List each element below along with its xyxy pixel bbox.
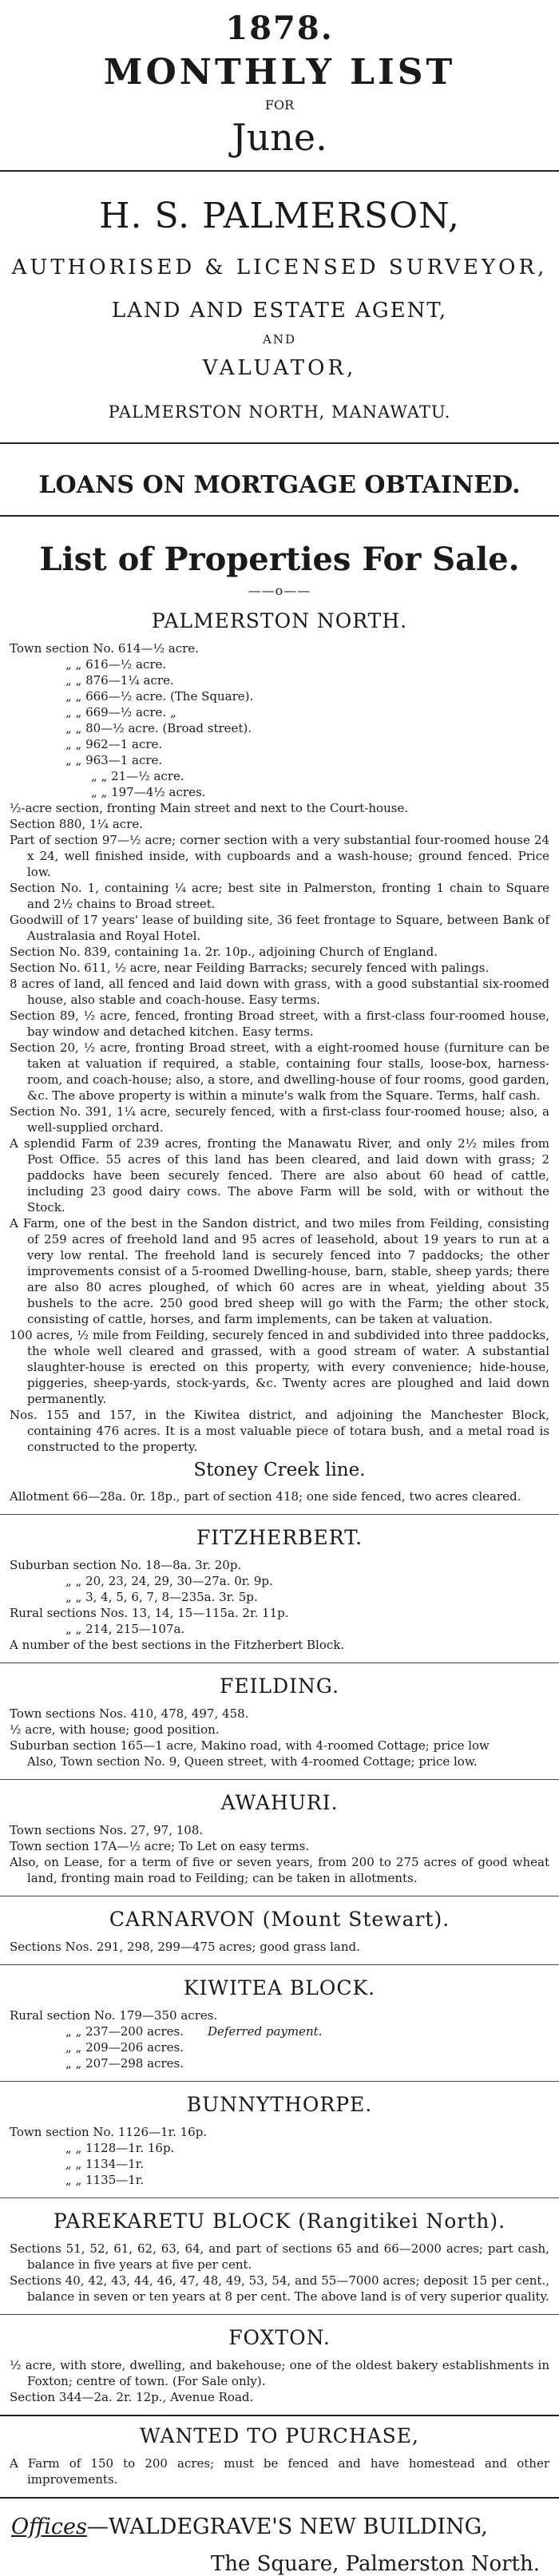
feilding-list	[10, 1706, 549, 1770]
section-heading-fitzherbert: FITZHERBERT.	[196, 1526, 363, 1549]
divider	[0, 2314, 559, 2315]
list-item	[10, 1557, 549, 1573]
section-heading-kiwitea: KIWITEA BLOCK.	[183, 1976, 376, 1999]
town-sections-list	[10, 640, 549, 800]
list-item: Section 89, ½ acre, fenced, fronting Broad street, with a first-class four-roomed house, bay window and detached kitchen. Easy terms.	[10, 1009, 549, 1039]
list-item: Section No. 391, 1¼ acre, securely fenced, with a first-class four-roomed house; also, a well-supplied orchard.	[10, 1104, 549, 1135]
section-heading-carnarvon: CARNARVON (Mount Stewart).	[109, 1908, 450, 1931]
list-item: Sections 51, 52, 61, 62, 63, 64, and part of sections 65 and 66—2000 acres; part cash, balance in five years at five per cent.	[10, 2241, 549, 2272]
list-item: Section No. 611, ½ acre, near Feilding Barracks; securely fenced with palings.	[10, 961, 490, 975]
list-item-text: „ „ 666—½ acre. (The Square).	[65, 689, 254, 703]
list-item-text: „ „ 80—½ acre. (Broad street).	[65, 721, 252, 735]
list-item	[10, 2124, 549, 2140]
for-label: FOR	[264, 97, 295, 113]
list-item	[10, 1605, 549, 1621]
divider	[0, 1964, 559, 1965]
list-item-text: „ „ 1128—1r. 16p.	[65, 2141, 175, 2155]
offices-line	[11, 2515, 548, 2539]
list-item-text: „ „ 237—200 acres.	[65, 2024, 184, 2039]
offices-label: Offices	[11, 2515, 87, 2539]
ornament-divider: ——o——	[248, 583, 311, 598]
list-item: Section No. 839, containing 1a. 2r. 10p., adjoining Church of England.	[10, 945, 438, 959]
year-heading: 1878.	[225, 10, 334, 47]
list-item	[10, 1621, 549, 1637]
list-item-text: Rural section No. 179—350 acres.	[10, 2008, 218, 2023]
list-item: Sections Nos. 291, 298, 299—475 acres; good grass land.	[10, 1940, 360, 1954]
firm-title-surveyor: AUTHORISED & LICENSED SURVEYOR,	[11, 256, 548, 279]
list-item-text: „ „ 3, 4, 5, 6, 7, 8—235a. 3r. 5p.	[65, 1590, 258, 1604]
list-item-text: „ „ 209—206 acres.	[65, 2040, 184, 2055]
section-heading-palmerston: PALMERSTON NORTH.	[151, 609, 408, 632]
divider	[0, 2415, 559, 2416]
list-item: Town sections Nos. 410, 478, 497, 458.	[10, 1706, 249, 1721]
list-item: Goodwill of 17 years' lease of building site, 36 feet frontage to Square, between Bank of Australasia and Royal Hotel.	[10, 913, 549, 943]
list-item	[10, 640, 549, 656]
list-item	[10, 736, 549, 752]
list-item: A Farm of 150 to 200 acres; must be fenced and have homestead and other improvements.	[10, 2456, 549, 2487]
section-heading-awahuri: AWAHURI.	[220, 1791, 339, 1814]
list-item	[10, 1637, 549, 1653]
list-item: Section 344—2a. 2r. 12p., Avenue Road.	[10, 2390, 254, 2404]
list-item: Nos. 155 and 157, in the Kiwitea district, and adjoining the Manchester Block, containing 476 acres. It is a most valuable piece of totara bush, and a metal road is constructed to the property.	[10, 1408, 549, 1454]
list-item	[10, 2140, 549, 2156]
list-item: ½ acre, with house; good position.	[10, 1722, 220, 1737]
firm-and: AND	[263, 332, 296, 347]
section-heading-stoney-creek: Stoney Creek line.	[193, 1460, 366, 1480]
list-item-text: Rural sections Nos. 13, 14, 15—115a. 2r. 11p.	[10, 1606, 289, 1620]
list-item: 100 acres, ½ mile from Feilding, securely fenced in and subdivided into three paddocks, the whole well cleared and grassed, with a good stream of water. A substantial slaughter-house is erected on this property, with every convenience; hide-house, piggeries, sheep-yards, stock-yards, &c. Twenty acres are ploughed and laid down permanently.	[10, 1328, 549, 1406]
list-item: Section 880, 1¼ acre.	[10, 817, 144, 831]
list-item-text: Town section No. 1126—1r. 16p.	[10, 2125, 208, 2139]
list-item-text: „ „ 1134—1r.	[65, 2157, 145, 2171]
list-item	[10, 752, 549, 768]
list-item-text: „ „ 207—298 acres.	[65, 2056, 184, 2071]
list-item: A Farm, one of the best in the Sandon district, and two miles from Feilding, consisting of 259 acres of freehold land and 95 acres of leasehold, about 19 years to run at a very low rental. The freehold land is securely fenced into 7 paddocks; the other improvements consist of a 5-roomed Dwelling-house, barn, stable, sheep yards; there are also 80 acres ploughed, of which 60 acres are in wheat, yielding about 35 bushels to the acre. 250 good bred sheep will go with the Farm; the other stock, consisting of cattle, horses, and farm implements, can be taken at valuation.	[10, 1216, 549, 1326]
kiwitea-list	[10, 2007, 549, 2071]
list-item	[10, 2007, 549, 2023]
awahuri-list	[10, 1822, 549, 1886]
divider	[0, 515, 559, 517]
list-item: Allotment 66—28a. 0r. 18p., part of section 418; one side fenced, two acres cleared.	[10, 1489, 521, 1504]
list-item-text: „ „ 197—4½ acres.	[91, 785, 206, 799]
list-heading: List of Properties For Sale.	[39, 541, 520, 578]
list-item: ½-acre section, fronting Main street and next to the Court-house.	[10, 801, 409, 815]
list-item-text: A number of the best sections in the Fitzherbert Block.	[10, 1638, 345, 1652]
list-item	[10, 1573, 549, 1589]
list-item: Sections 40, 42, 43, 44, 46, 47, 48, 49, 53, 54, and 55—7000 acres; deposit 15 per cent., balance in seven or ten years at 8 per cent. The above land is of very superior quality.	[10, 2273, 549, 2304]
list-item: Section 20, ½ acre, fronting Broad street, with a eight-roomed house (furniture can be taken at valuation if required, a stable, containing four stalls, loose-box, harness-room, and coach-house; also, a store, and dwelling-house of four rooms, good garden, &c. The above property is within a minute's walk from the Square. Terms, half cash.	[10, 1040, 549, 1103]
divider	[0, 2497, 559, 2499]
list-item	[10, 2039, 549, 2055]
divider	[0, 2081, 559, 2082]
list-item	[10, 672, 549, 688]
list-item: A splendid Farm of 239 acres, fronting the Manawatu River, and only 2½ miles from Post Office. 55 acres of this land has been cleared, and laid down with grass; 2 paddocks have been securely fenced. There are also about 60 head of cattle, including 23 good dairy cows. The above Farm will be sold, with or without the Stock.	[10, 1136, 549, 1215]
section-heading-parekaretu: PAREKARETU BLOCK (Rangitikei North).	[53, 2209, 506, 2233]
list-item-text: „ „ 214, 215—107a.	[65, 1622, 185, 1636]
list-item: Town sections Nos. 27, 97, 108.	[10, 1823, 204, 1837]
section-heading-bunnythorpe: BUNNYTHORPE.	[186, 2093, 373, 2116]
list-item	[10, 2172, 549, 2188]
list-item: Town section 17A—½ acre; To Let on easy terms.	[10, 1839, 310, 1853]
divider	[0, 442, 559, 444]
firm-town: PALMERSTON NORTH, MANAWATU.	[108, 402, 451, 422]
wanted-heading: WANTED TO PURCHASE,	[140, 2424, 419, 2447]
section-heading-feilding: FEILDING.	[220, 1674, 339, 1698]
list-item: 8 acres of land, all fenced and laid down with grass, with a good substantial six-roomed house, also stable and coach-house. Easy terms.	[10, 977, 549, 1007]
list-item: Also, Town section No. 9, Queen street, with 4-roomed Cottage; price low.	[27, 1754, 478, 1769]
list-item-text: „ „ 669—½ acre. „	[65, 705, 176, 719]
firm-title-agent: LAND AND ESTATE AGENT,	[111, 299, 448, 323]
parekaretu-list	[10, 2241, 549, 2305]
list-item-text: Town section No. 614—½ acre.	[10, 641, 199, 656]
list-item-text: „ „ 963—1 acre.	[65, 753, 163, 767]
bunnythorpe-list	[10, 2124, 549, 2188]
offices-building: —WALDEGRAVE'S NEW BUILDING,	[86, 2515, 488, 2539]
firm-title-valuator: VALUATOR,	[202, 356, 357, 380]
list-item: ½ acre, with store, dwelling, and bakehouse; one of the oldest bakery establishments in Foxton; centre of town. (For Sale only).	[10, 2358, 549, 2388]
list-item: Part of section 97—½ acre; corner section with a very substantial four-roomed house 24 x 24, well finished inside, with cupboards and a wash-house; ground fenced. Price low.	[10, 833, 549, 879]
foxton-list	[10, 2357, 549, 2405]
list-item	[10, 688, 549, 704]
list-item	[10, 784, 549, 800]
firm-name: H. S. PALMERSON,	[99, 196, 460, 236]
palmerston-listings	[10, 640, 549, 1455]
property-items-list	[10, 800, 549, 1455]
list-item-note: Deferred payment.	[207, 2024, 323, 2039]
list-item-text: „ „ 876—1¼ acre.	[65, 673, 174, 688]
list-item-text: „ „ 1135—1r.	[65, 2173, 145, 2187]
list-item-text: „ „ 20, 23, 24, 29, 30—27a. 0r. 9p.	[65, 1574, 273, 1588]
list-item	[10, 656, 549, 672]
list-item	[10, 704, 549, 720]
list-item	[10, 720, 549, 736]
list-item-text: „ „ 21—½ acre.	[91, 769, 184, 783]
list-item	[10, 2023, 549, 2039]
list-item	[10, 2055, 549, 2071]
list-item: Suburban section 165—1 acre, Makino road, with 4-roomed Cottage; price low	[10, 1738, 490, 1753]
list-item	[10, 768, 549, 784]
list-item: Also, on Lease, for a term of five or seven years, from 200 to 275 acres of good wheat land, fronting main road to Feilding; can be taken in allotments.	[10, 1855, 549, 1885]
title-heading: MONTHLY LIST	[103, 52, 456, 93]
offices-address: The Square, Palmerston North.	[210, 2552, 540, 2576]
divider	[0, 1514, 559, 1515]
list-item-text: „ „ 616—½ acre.	[65, 657, 167, 672]
list-item-text: Suburban section No. 18—8a. 3r. 20p.	[10, 1558, 242, 1572]
list-item	[10, 1589, 549, 1605]
divider	[0, 1779, 559, 1780]
list-item: Section No. 1, containing ¼ acre; best site in Palmerston, fronting 1 chain to Square and 2½ chains to Broad street.	[10, 881, 549, 911]
loans-heading: LOANS ON MORTGAGE OBTAINED.	[38, 471, 521, 499]
list-item	[10, 2156, 549, 2172]
divider	[0, 170, 559, 172]
fitzherbert-list	[10, 1557, 549, 1653]
month-heading: June.	[232, 116, 327, 159]
list-item-text: „ „ 962—1 acre.	[65, 737, 163, 751]
section-heading-foxton: FOXTON.	[228, 2326, 331, 2349]
